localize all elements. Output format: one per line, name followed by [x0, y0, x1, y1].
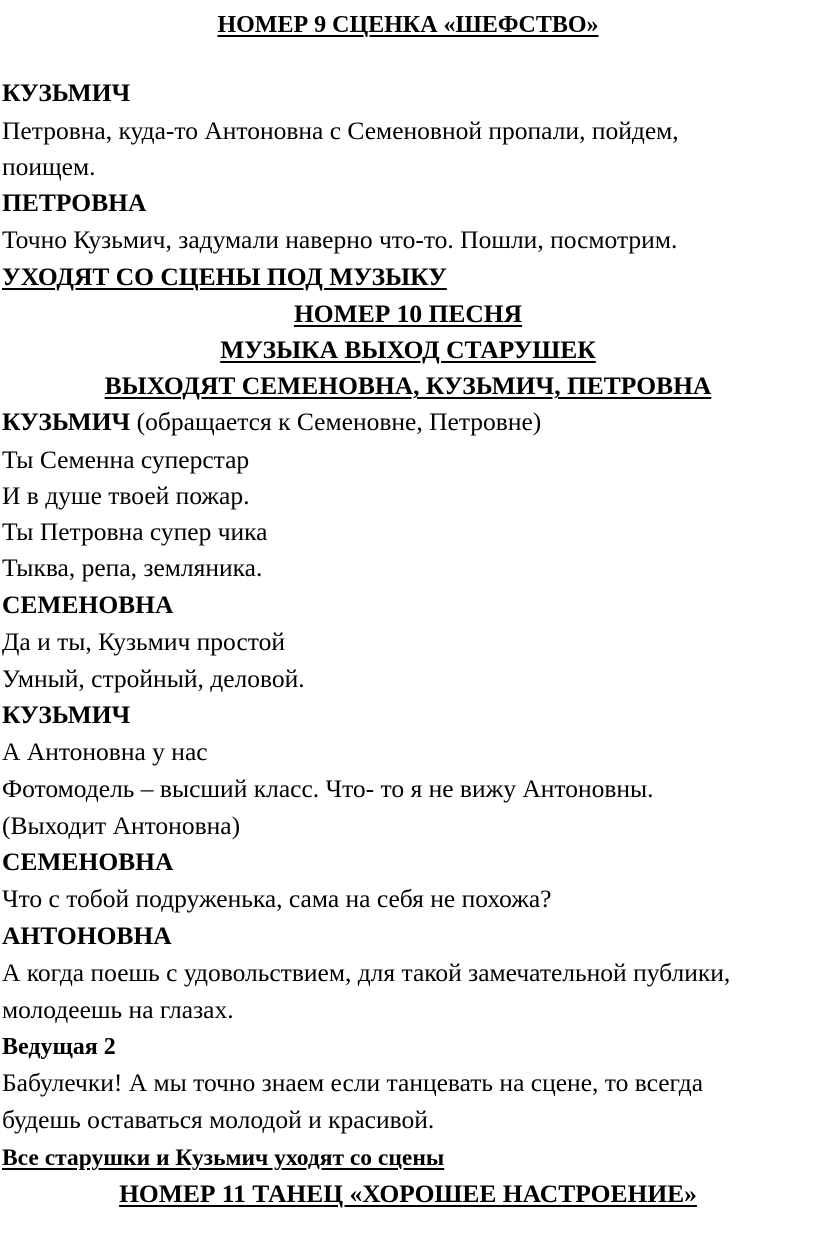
dialogue-line: Что с тобой подруженька, сама на себя не похожа? — [2, 884, 552, 913]
dialogue-line: Бабулечки! А мы точно знаем если танцевать на сцене, то всегда — [2, 1068, 704, 1097]
speaker-name: КУЗЬМИЧ — [2, 700, 131, 729]
speaker-name: СЕМЕНОВНА — [2, 590, 174, 619]
verse-line: Тыква, репа, земляника. — [2, 553, 263, 582]
document-title: НОМЕР 9 СЦЕНКА «ШЕФСТВО» — [217, 12, 599, 38]
verse-line: Ты Петровна супер чика — [2, 517, 268, 546]
speaker-name: КУЗЬМИЧ — [2, 407, 131, 436]
dialogue-line: поищем. — [2, 152, 96, 181]
speaker-name: ПЕТРОВНА — [2, 188, 147, 217]
program-number: НОМЕР 11 ТАНЕЦ «ХОРОШЕЕ НАСТРОЕНИЕ» — [119, 1179, 697, 1208]
speaker-name: КУЗЬМИЧ — [2, 78, 131, 107]
dialogue-line: молодеешь на глазах. — [2, 995, 234, 1024]
verse-line: Фотомодель – высший класс. Что- то я не вижу Антоновны. — [2, 774, 654, 803]
stage-direction: УХОДЯТ СО СЦЕНЫ ПОД МУЗЫКУ — [2, 262, 447, 291]
verse-line: Ты Семенна суперстар — [2, 445, 250, 474]
verse-line: Умный, стройный, деловой. — [2, 664, 305, 693]
speaker-name: АНТОНОВНА — [2, 921, 172, 950]
program-number: ВЫХОДЯТ СЕМЕНОВНА, КУЗЬМИЧ, ПЕТРОВНА — [104, 371, 712, 400]
stage-remark: (Выходит Антоновна) — [2, 811, 241, 840]
speaker-name: Ведущая 2 — [2, 1034, 116, 1060]
verse-line: Да и ты, Кузьмич простой — [2, 627, 285, 656]
verse-line: И в душе твоей пожар. — [2, 481, 250, 510]
speaker-remark: (обращается к Семеновне, Петровне) — [130, 407, 542, 436]
dialogue-line: Петровна, куда-то Антоновна с Семеновной пропали, пойдем, — [2, 116, 679, 145]
stage-direction: Все старушки и Кузьмич уходят со сцены — [2, 1145, 445, 1171]
program-number: МУЗЫКА ВЫХОД СТАРУШЕК — [220, 335, 596, 364]
speaker-with-remark — [2, 407, 816, 437]
dialogue-line: будешь оставаться молодой и красивой. — [2, 1105, 435, 1134]
dialogue-line: Точно Кузьмич, задумали наверно что-то. Пошли, посмотрим. — [2, 225, 678, 254]
dialogue-line: А когда поешь с удовольствием, для такой замечательной публики, — [2, 958, 731, 987]
speaker-name: СЕМЕНОВНА — [2, 847, 174, 876]
program-number: НОМЕР 10 ПЕСНЯ — [293, 299, 523, 328]
verse-line: А Антоновна у нас — [2, 737, 208, 766]
